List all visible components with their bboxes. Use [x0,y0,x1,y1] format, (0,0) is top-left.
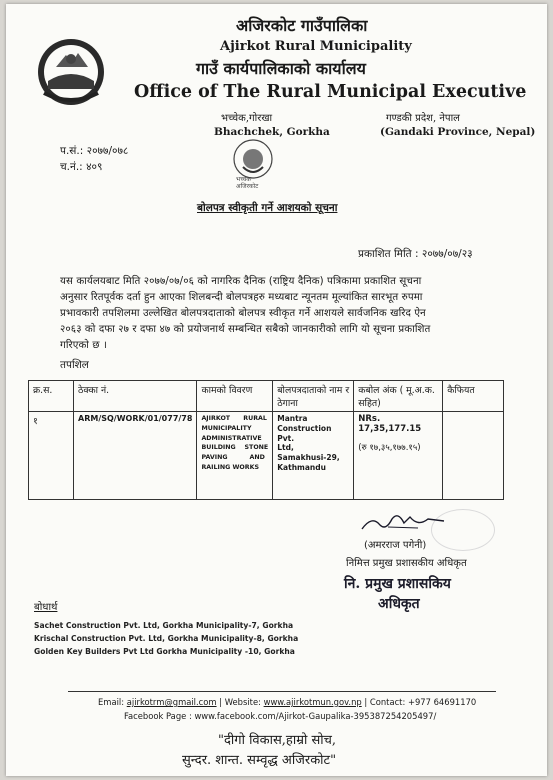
body-line-4: २०६३ को दफा २७ र दफा ४७ को प्रयोजनार्थ सम्बन्धित सबैको जानकारीको लागि यो सूचना प्रकाशित [60,324,431,335]
col-header: क्र.स. [29,381,74,412]
address-nepali: भच्चेक,गोरखा [221,113,273,124]
table-header-row [29,381,504,412]
municipality-emblem-icon [36,37,106,107]
motto-line-2: सुन्दर. शान्त. सम्वृद्ध अजिरकोट" [182,753,337,768]
office-name-english: Office of The Rural Municipal Executive [134,82,527,102]
municipality-name-english: Ajirkot Rural Municipality [220,39,412,54]
col-header: ठेक्का नं. [74,381,197,412]
details-heading: तपशिल [60,359,89,371]
motto-line-1: "दीगो विकास,हाम्रो सोच, [218,733,337,748]
body-line-3: प्रभावकारी तपशिलमा उल्लेखित बोलपत्रदाताको बोलपत्र स्वीकृत गर्ने आशयले सार्वजनिक खरिद ऐन [60,308,426,319]
body-line-1: यस कार्यलयबाट मिति २०७७/०७/०६ को नागरिक दैनिक (राष्ट्रिय दैनिक) पत्रिकामा प्रकाशित सूचना [60,276,422,287]
table-row [29,412,504,500]
office-name-nepali: गाउँ कार्यपालिकाको कार्यालय [196,59,366,78]
footer-divider [68,691,496,692]
municipality-name-nepali: अजिरकोट गाउँपालिका [236,16,368,35]
cell-remarks [443,412,504,500]
letter-ref-number: प.सं.: २०७७/०७८ [60,145,129,157]
cell-bidder: Mantra Construction Pvt. Ltd, Samakhusi-29, Kathmandu [273,412,354,500]
cell-amount: NRs. 17,35,177.15 (रु १७,३५,१७७.१५) [354,412,443,500]
email-link[interactable]: ajirkotrm@gmail.com [126,697,217,707]
cell-work-desc: AJIRKOT RURAL MUNICIPALITY ADMINISTRATIVE BUILDING STONE PAVING AND RAILING WORKS [197,412,273,500]
handwritten-title-line1: नि. प्रमुख प्रशासकिय [344,576,451,592]
cc-heading: बोधार्थ [34,602,58,613]
cc-item: Golden Key Builders Pvt Ltd Gorkha Municipality -10, Gorkha [34,647,295,656]
notice-page [6,4,547,776]
office-stamp-icon [232,137,274,181]
col-header: बोलपत्रदाताको नाम र ठेगाना [273,381,354,412]
province-nepali: गण्डकी प्रदेश, नेपाल [386,113,460,124]
bid-table [28,380,504,500]
dispatch-number: च.नं.: ४०९ [60,161,103,173]
footer-facebook: Facebook Page : www.facebook.com/Ajirkot-Gaupalika-395387254205497/ [124,711,437,721]
body-line-2: अनुसार रितपूर्वक दर्ता हुन आएका शिलबन्दी बोलपत्रहरु मध्यबाट न्यूनतम मूल्यांकित सारभूत रुपमा [60,292,423,303]
stamp-scribble: भच्चेक अजिरकोट [236,176,259,191]
website-link[interactable]: www.ajirkotmun.gov.np [263,697,362,707]
facebook-link[interactable]: www.facebook.com/Ajirkot-Gaupalika-395387254205497/ [194,711,437,721]
handwritten-title-line2: अधिकृत [378,596,420,612]
cc-item: Sachet Construction Pvt. Ltd, Gorkha Municipality-7, Gorkha [34,621,294,630]
col-header: कामको विवरण [197,381,273,412]
cell-contract-no: ARM/SQ/WORK/01/077/78 [74,412,197,500]
signatory-title: निमित्त प्रमुख प्रशासकीय अधिकृत [346,558,467,569]
province-english: (Gandaki Province, Nepal) [380,126,536,138]
col-header: कैफियत [443,381,504,412]
notice-subject: बोलपत्र स्वीकृती गर्ने आशयको सूचना [197,202,338,214]
cell-sn: १ [29,412,74,500]
address-english: Bhachchek, Gorkha [214,126,330,138]
cc-item: Krischal Construction Pvt. Ltd, Gorkha Municipality-8, Gorkha [34,634,299,643]
footer-contact: Email: ajirkotrm@gmail.com | Website: www.ajirkotmun.gov.np | Contact: +977 64691170 [98,697,477,707]
col-header: कबोल अंक ( मू.अ.क. सहित) [354,381,443,412]
faint-stamp [431,509,495,551]
signatory-name: (अमरराज पगेनी) [364,540,427,551]
body-line-5: गरिएको छ । [60,340,107,351]
published-date: प्रकाशित मिति : २०७७/०७/२३ [358,248,473,260]
